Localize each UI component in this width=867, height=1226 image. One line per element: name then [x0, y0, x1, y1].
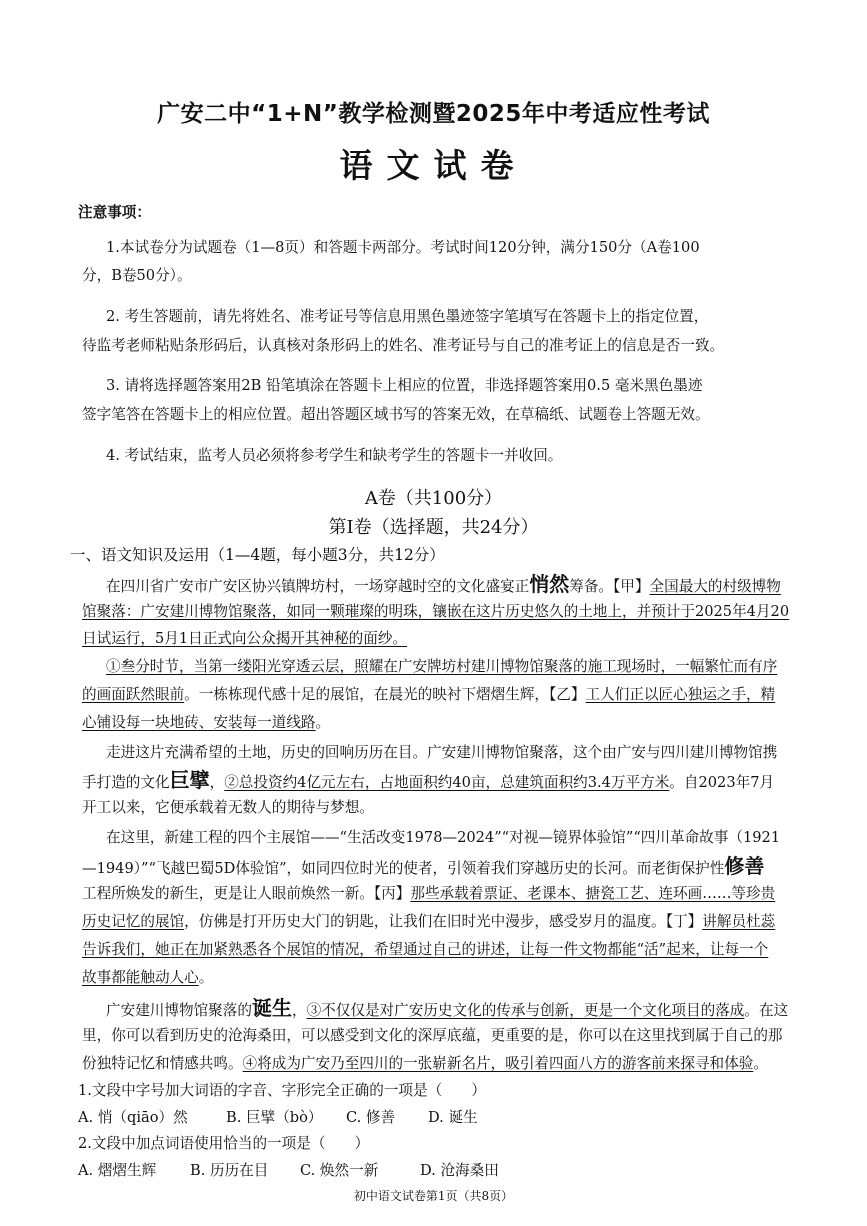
q2-option-c[interactable]: C. 焕然一新	[300, 1162, 379, 1179]
q2-option-b[interactable]: B. 历历在目	[190, 1162, 269, 1179]
underline-jia: 全国最大的村级博物	[649, 578, 781, 595]
passage-p3-line-2: 手打造的文化巨擘，②总投资约4亿元左右，占地面积约40亩，总建筑面积约3.4万平方米。自2023年7月	[82, 768, 775, 792]
question-2-options	[78, 1161, 499, 1181]
passage-p5-line-1: 广安建川博物馆聚落的诞生，③不仅仅是对广安历史文化的传承与创新，更是一个文化项目的落成。在这	[106, 996, 789, 1020]
notice-item-1-line-2: 分，B卷50分）。	[82, 267, 192, 284]
underline-bing: 那些承载着票证、老课本、搪瓷工艺、连环画……等珍贵	[410, 885, 776, 902]
question-group-heading: 一、语文知识及运用（1—4题，每小题3分，共12分）	[70, 546, 445, 564]
notice-item-3-line-1: 3. 请将选择题答案用2B 铅笔填涂在答题卡上相应的位置，非选择题答案用0.5 毫米黑色墨迹	[106, 377, 703, 394]
notice-heading: 注意事项：	[78, 204, 151, 221]
notice-item-2-line-2: 待监考老师粘贴条形码后，认真核对条形码上的姓名、准考证号与自己的准考证上的信息是否一致。	[82, 337, 725, 354]
question-1: 1.文段中字号加大词语的字音、字形完全正确的一项是（ ）	[78, 1082, 486, 1099]
q1-option-b[interactable]: B. 巨擘（bò）	[226, 1109, 323, 1126]
passage-p5-line-2: 里，你可以看到历史的沧海桑田，可以感受到文化的深厚底蕴，更重要的是，你可以在这里找到属于自己的那	[82, 1027, 783, 1044]
enlarged-word-3: 修善	[724, 854, 765, 878]
q2-option-d[interactable]: D. 沧海桑田	[420, 1162, 499, 1179]
enlarged-word-1: 悄然	[529, 572, 570, 596]
page-footer: 初中语文试卷第1页（共8页）	[353, 1189, 514, 1203]
passage-p4-line-1: 在这里，新建工程的四个主展馆——“生活改变1978—2024”“对视—镜界体验馆”“四川革命故事（1921	[106, 829, 781, 846]
passage-p4-line-4: 历史记忆的展馆，仿佛是打开历史大门的钥匙，让我们在旧时光中漫步，感受岁月的温度。【丁】讲解员杜蕊	[82, 913, 776, 930]
notice-item-3-line-2: 签字笔答在答题卡上的相应位置。超出答题区域书写的答案无效，在草稿纸、试题卷上答题无效。	[82, 406, 710, 423]
underline-4: ④将成为广安乃至四川的一张崭新名片，吸引着四面八方的游客前来探寻和体验	[242, 1055, 754, 1072]
exam-title: 广安二中“1+N”教学检测暨2025年中考适应性考试	[157, 101, 710, 127]
q1-option-c[interactable]: C. 修善	[346, 1109, 396, 1126]
q1-option-a[interactable]: A. 悄（qiāo）然	[78, 1109, 188, 1126]
passage-p5-line-3: 份独特记忆和情感共鸣。④将成为广安乃至四川的一张崭新名片，吸引着四面八方的游客前来探寻和体验。	[82, 1055, 768, 1072]
question-1-options	[78, 1108, 478, 1128]
passage-p2-line-3: 心铺设每一块地砖、安装每一道线路。	[82, 714, 331, 731]
exam-subtitle: 语文试卷	[339, 146, 528, 185]
q1-option-d[interactable]: D. 诞生	[428, 1109, 478, 1126]
notice-item-2-line-1: 2. 考生答题前，请先将姓名、准考证号等信息用黑色墨迹签字笔填写在答题卡上的指定位置，	[106, 308, 709, 325]
passage-p3-line-3: 开工以来，它便承载着无数人的期待与梦想。	[82, 799, 374, 816]
enlarged-word-2: 巨擘	[169, 768, 210, 792]
underline-yi: 工人们正以匠心独运之手，精	[585, 686, 776, 703]
notice-item-1-line-1: 1.本试卷分为试题卷（1—8页）和答题卡两部分。考试时间120分钟，满分150分（A卷100	[106, 239, 700, 256]
passage-p1-line-1: 在四川省广安市广安区协兴镇牌坊村，一场穿越时空的文化盛宴正悄然筹备。【甲】全国最大的村级博物	[106, 572, 781, 596]
q2-option-a[interactable]: A. 熠熠生辉	[78, 1162, 157, 1179]
passage-p1-line-3: 日试运行，5月1日正式向公众揭开其神秘的面纱。	[82, 630, 408, 647]
underline-ding: 讲解员杜蕊	[702, 913, 776, 930]
part-1-title: 第Ⅰ卷（选择题，共24分）	[328, 517, 539, 538]
passage-p4-line-6: 故事都能触动人心。	[82, 969, 214, 986]
underline-3: ③不仅仅是对广安历史文化的传承与创新，更是一个文化项目的落成	[306, 1002, 745, 1019]
passage-p1-line-2: 馆聚落：广安建川博物馆聚落，如同一颗璀璨的明珠，镶嵌在这片历史悠久的土地上，并预计于2025年4月20	[82, 603, 790, 620]
passage-p2-line-1: ①叁分时节，当第一缕阳光穿透云层，照耀在广安牌坊村建川博物馆聚落的施工现场时，一幅繁忙而有序	[106, 658, 778, 675]
passage-p3-line-1: 走进这片充满希望的土地，历史的回响历历在目。广安建川博物馆聚落，这个由广安与四川建川博物馆携	[106, 744, 778, 761]
question-2: 2.文段中加点词语使用恰当的一项是（ ）	[78, 1135, 370, 1152]
enlarged-word-4: 诞生	[251, 996, 292, 1020]
passage-p2-line-2: 的画面跃然眼前。一栋栋现代感十足的展馆，在晨光的映衬下熠熠生辉，【乙】工人们正以匠心独运之手，精	[82, 686, 776, 703]
notice-item-4: 4. 考试结束，监考人员必须将参考学生和缺考学生的答题卡一并收回。	[106, 447, 563, 464]
passage-p4-line-5: 告诉我们，她正在加紧熟悉各个展馆的情况，希望通过自己的讲述，让每一件文物都能“活”起来，让每一个	[82, 941, 769, 958]
underline-2: ②总投资约4亿元左右，占地面积约40亩，总建筑面积约3.4万平方米	[224, 774, 670, 791]
section-a-title: A卷（共100分）	[364, 488, 503, 509]
passage-p4-line-3: 工程所焕发的新生，更是让人眼前焕然一新。【丙】那些承载着票证、老课本、搪瓷工艺、连环画……等珍贵	[82, 885, 776, 902]
passage-p4-line-2: —1949）”“飞越巴蜀5D体验馆”，如同四位时光的使者，引领着我们穿越历史的长河。而老街保护性修善	[82, 854, 765, 878]
